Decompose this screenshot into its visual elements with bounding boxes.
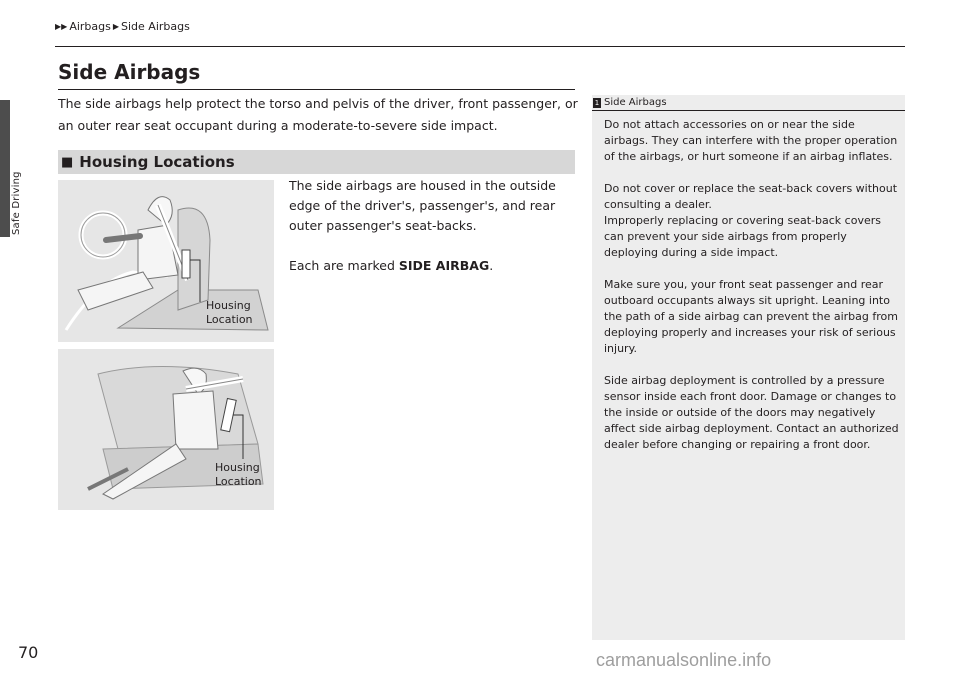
note-paragraph: Make sure you, your front seat passenger and rear outboard occupants always sit upright. Leaning into the path of a side airbag can prevent the airbag from deploying properly and increases your risk of serious injury. bbox=[604, 278, 898, 355]
chapter-tab bbox=[0, 100, 10, 237]
breadcrumb-item-airbags[interactable]: Airbags bbox=[69, 20, 111, 33]
note-reference-icon: 1 bbox=[594, 98, 600, 107]
marking-paragraph: Each are marked SIDE AIRBAG. bbox=[289, 258, 494, 273]
housing-paragraph: The side airbags are housed in the outside edge of the driver's, passenger's, and rear outer passenger's seat-backs. bbox=[289, 178, 556, 233]
note-paragraph: Improperly replacing or covering seat-back covers can prevent your side airbags from properly deploying during a side impact. bbox=[604, 214, 881, 259]
watermark: carmanualsonline.info bbox=[596, 650, 772, 670]
note-title: Side Airbags bbox=[604, 97, 667, 108]
note-paragraph: Side airbag deployment is controlled by a pressure sensor inside each front door. Damage or changes to the inside or outside of the doors may negatively affect side airbag deployment. Contact an authorized dealer before changing or repairing a front door. bbox=[604, 374, 899, 451]
front-housing-location-label: Housing Location bbox=[206, 299, 253, 326]
breadcrumb-item-side-airbags[interactable]: Side Airbags bbox=[121, 20, 190, 33]
front-seat-illustration bbox=[58, 180, 274, 342]
intro-paragraph: The side airbags help protect the torso and pelvis of the driver, front passenger, or an outer rear seat occupant during a moderate-to-severe side impact. bbox=[58, 96, 578, 133]
side-airbag-marking: SIDE AIRBAG bbox=[398, 258, 490, 273]
page-number: 70 bbox=[18, 643, 39, 662]
square-bullet-icon: ■ bbox=[61, 154, 74, 170]
note-divider bbox=[592, 110, 905, 111]
note-paragraph: Do not attach accessories on or near the side airbags. They can interfere with the proper operation of the airbags, or hurt someone if an airbag inflates. bbox=[604, 118, 898, 163]
housing-description bbox=[289, 176, 569, 276]
rear-housing-location-label: Housing Location bbox=[215, 461, 262, 488]
breadcrumb bbox=[55, 20, 190, 33]
page-title: Side Airbags bbox=[58, 60, 201, 84]
note-heading bbox=[593, 97, 667, 108]
side-airbags-note bbox=[592, 95, 905, 640]
title-divider bbox=[58, 89, 575, 90]
rear-seat-illustration bbox=[58, 349, 274, 510]
section-heading bbox=[58, 150, 575, 174]
section-heading-text: Housing Locations bbox=[79, 153, 235, 171]
chapter-label: Safe Driving bbox=[11, 171, 22, 235]
note-body bbox=[604, 117, 900, 469]
breadcrumb-arrow-icon: ▶ bbox=[112, 22, 120, 31]
breadcrumb-arrow-icon: ▶▶ bbox=[55, 22, 68, 31]
header-divider bbox=[55, 46, 905, 47]
note-paragraph: Do not cover or replace the seat-back covers without consulting a dealer. bbox=[604, 182, 898, 211]
